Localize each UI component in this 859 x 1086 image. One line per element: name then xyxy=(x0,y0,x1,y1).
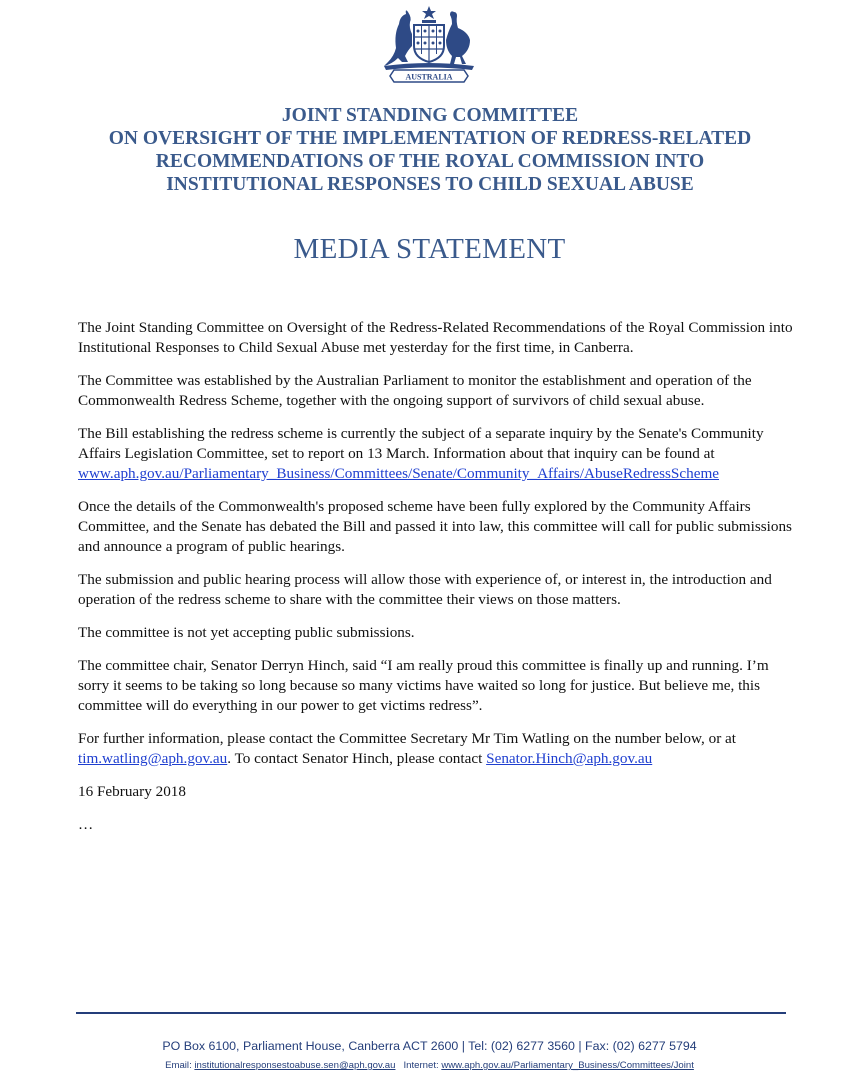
footer-internet-link[interactable]: www.aph.gov.au/Parliamentary_Business/Committees/Joint xyxy=(441,1060,694,1071)
secretary-email-link[interactable]: tim.watling@aph.gov.au xyxy=(78,750,228,767)
footer-address: PO Box 6100, Parliament House, Canberra ACT 2600 | Tel: (02) 6277 3560 | Fax: (02) 6277 5794 xyxy=(162,1039,697,1053)
paragraph-8 xyxy=(78,729,798,769)
crest-banner-text: AUSTRALIA xyxy=(405,72,453,82)
paragraph-8-text-1: For further information, please contact the Committee Secretary Mr Tim Watling on the number below, or at xyxy=(78,730,737,747)
footer-internet-label: Internet: xyxy=(403,1060,439,1071)
heading-line-2: ON OVERSIGHT OF THE IMPLEMENTATION OF REDRESS-RELATED xyxy=(108,128,752,149)
paragraph-3-text: The Bill establishing the redress scheme is currently the subject of a separate inquiry by the Senate's Community Affairs Legislation Committee, set to report on 13 March. Information about that inquiry can be found at xyxy=(78,425,764,462)
heading-line-1: JOINT STANDING COMMITTEE xyxy=(281,105,579,126)
heading-line-4: INSTITUTIONAL RESPONSES TO CHILD SEXUAL ABUSE xyxy=(166,174,694,195)
footer-email-link[interactable]: institutionalresponsestoabuse.sen@aph.gov.au xyxy=(194,1060,396,1071)
heading-line-3: RECOMMENDATIONS OF THE ROYAL COMMISSION INTO xyxy=(155,151,705,172)
footer-email-label: Email: xyxy=(165,1060,192,1071)
committee-heading xyxy=(40,104,820,196)
statement-body xyxy=(78,318,798,848)
paragraph-4: Once the details of the Commonwealth's proposed scheme have been fully explored by the Community Affairs Committee, and the Senate has debated the Bill and passed it into law, this committee will call for public submissions and announce a program of public hearings. xyxy=(78,498,792,555)
senator-email-link[interactable]: Senator.Hinch@aph.gov.au xyxy=(486,750,653,767)
page-title: MEDIA STATEMENT xyxy=(293,233,566,265)
coat-of-arms-logo xyxy=(372,4,486,86)
ellipsis: … xyxy=(78,816,94,833)
paragraph-2: The Committee was established by the Australian Parliament to monitor the establishment and operation of the Commonwealth Redress Scheme, together with the ongoing support of survivors of child sexual abuse. xyxy=(78,372,752,409)
paragraph-1: The Joint Standing Committee on Oversight of the Redress-Related Recommendations of the Royal Commission into Institutional Responses to Child Sexual Abuse met yesterday for the first time, in Canberra. xyxy=(78,319,793,356)
paragraph-8-text-2: . To contact Senator Hinch, please contact xyxy=(227,750,483,767)
paragraph-6: The committee is not yet accepting public submissions. xyxy=(78,624,415,641)
paragraph-7: The committee chair, Senator Derryn Hinch, said “I am really proud this committee is finally up and running. I’m sorry it seems to be taking so long because so many victims have waited so long for justice. But believe me, this committee will do everything in our power to get victims redress”. xyxy=(78,657,769,714)
footer-divider xyxy=(76,1012,786,1014)
statement-date: 16 February 2018 xyxy=(78,783,186,800)
footer-contact xyxy=(0,1059,859,1072)
paragraph-3 xyxy=(78,424,798,484)
paragraph-5: The submission and public hearing process will allow those with experience of, or interest in, the introduction and operation of the redress scheme to share with the committee their views on those matters. xyxy=(78,571,772,608)
inquiry-link[interactable]: www.aph.gov.au/Parliamentary_Business/Committees/Senate/Community_Affairs/AbuseRedressScheme xyxy=(78,465,720,482)
